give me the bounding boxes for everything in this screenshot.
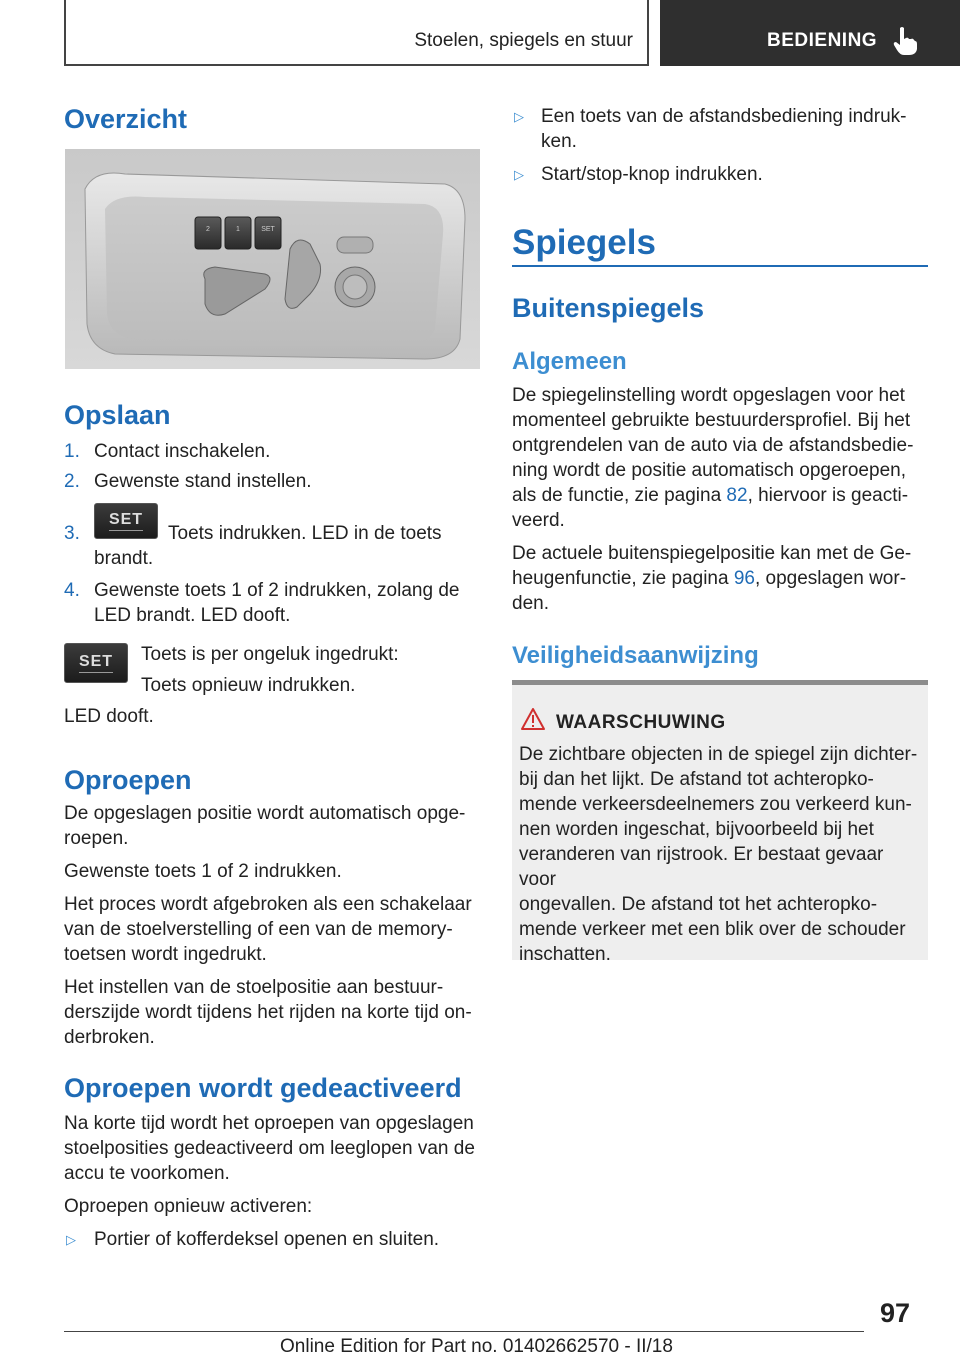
bullet-2-line-1: Een toets van de afstandsbediening indruk- <box>541 106 907 127</box>
note-line-3: LED dooft. <box>64 706 154 727</box>
note-line-1: Toets is per ongeluk ingedrukt: <box>141 644 399 665</box>
set-button-label: SET <box>109 511 143 531</box>
section-tab <box>660 0 960 66</box>
step-4-number: 4. <box>64 580 80 601</box>
recall-p2: Gewenste toets 1 of 2 indrukken. <box>64 861 342 882</box>
warning-line-6: ongevallen. De afstand tot het achteropko- <box>519 894 878 915</box>
warning-line-8: inschatten. <box>519 944 611 965</box>
page-link-96[interactable]: 96 <box>733 568 755 589</box>
warning-body <box>519 742 924 967</box>
warning-title: WAARSCHUWING <box>556 712 726 733</box>
step-3-text: Toets indrukken. LED in de toets <box>168 523 442 544</box>
deact-p1-line-2: stoelposities gedeactiveerd om leeglopen van de <box>64 1138 475 1159</box>
deact-p1-line-3: accu te voorkomen. <box>64 1163 230 1184</box>
general-line-6: veerd. <box>512 510 565 531</box>
step-1-text: Contact inschakelen. <box>94 441 271 462</box>
recall-p3-line-1: Het proces wordt afgebroken als een schakelaar <box>64 894 472 915</box>
recall-p3-line-3: toetsen wordt ingedrukt. <box>64 944 267 965</box>
warning-triangle-icon <box>520 707 546 731</box>
seat-memory-photo <box>65 149 480 369</box>
safety-heading: Veiligheidsaanwijzing <box>512 642 759 669</box>
pointing-hand-icon <box>892 26 918 56</box>
overview-heading: Overzicht <box>64 104 188 134</box>
mirrors-heading: Spiegels <box>512 223 656 262</box>
general-line-3: ontgrendelen van de auto via de afstandsbedie- <box>512 435 914 456</box>
warning-line-4: nen worden ingeschat, bijvoorbeeld bij het <box>519 819 874 840</box>
general-line-4: ning wordt de positie automatisch opgeroepen, <box>512 460 906 481</box>
general-heading: Algemeen <box>512 348 627 375</box>
step-2-number: 2. <box>64 471 80 492</box>
footer-rule <box>64 1331 864 1332</box>
memory-button-1-label: 1 <box>236 226 240 233</box>
warning-box <box>512 680 928 965</box>
recall-p3-line-2: van de stoelverstelling of een van de memory- <box>64 919 453 940</box>
recall-heading: Oproepen <box>64 765 192 795</box>
mirrors-heading-rule <box>512 265 928 267</box>
current-line-2 <box>512 566 906 591</box>
memory-button-set-label: SET <box>261 226 275 233</box>
page-number: 97 <box>880 1298 911 1328</box>
set-button-note-icon <box>64 643 128 683</box>
bullet-1-text: Portier of kofferdeksel openen en sluiten. <box>94 1229 440 1250</box>
warning-line-3: mende verkeersdeelnemers zou verkeerd kun- <box>519 794 912 815</box>
step-3-continuation: brandt. <box>94 548 154 569</box>
step-2-text: Gewenste stand instellen. <box>94 471 312 492</box>
set-button-icon <box>94 503 158 539</box>
header-frame <box>64 0 649 66</box>
warning-line-2: bij dan het lijkt. De afstand tot achteropko- <box>519 769 874 790</box>
section-title: BEDIENING <box>767 30 878 51</box>
chapter-title: Stoelen, spiegels en stuur <box>414 30 633 51</box>
general-line-1: De spiegelinstelling wordt opgeslagen voor het <box>512 385 905 406</box>
current-line-1: De actuele buitenspiegelpositie kan met de Ge- <box>512 543 912 564</box>
current-line-3: den. <box>512 593 549 614</box>
bullet-marker: ▷ <box>66 1232 76 1247</box>
deact-p1-line-1: Na korte tijd wordt het oproepen van opgeslagen <box>64 1113 474 1134</box>
bullet-marker: ▷ <box>514 167 524 182</box>
bullet-marker: ▷ <box>514 109 524 124</box>
deactivated-heading: Oproepen wordt gedeactiveerd <box>64 1073 462 1103</box>
bullet-3-text: Start/stop-knop indrukken. <box>541 164 763 185</box>
warning-line-7: mende verkeer met een blik over de schouder <box>519 919 906 940</box>
step-3-number: 3. <box>64 523 80 544</box>
footer-edition: Online Edition for Part no. 01402662570 - II/18 <box>280 1336 673 1357</box>
recall-p4-line-2: derszijde wordt tijdens het rijden na korte tijd on- <box>64 1002 472 1023</box>
general-line-2: momenteel gebruikte bestuurdersprofiel. Bij het <box>512 410 911 431</box>
warning-line-5: veranderen van rijstrook. Er bestaat gevaar voor <box>519 844 884 890</box>
warning-line-1: De zichtbare objecten in de spiegel zijn dichter- <box>519 744 918 765</box>
step-4-text: Gewenste toets 1 of 2 indrukken, zolang de <box>94 580 460 601</box>
recall-p4-line-3: derbroken. <box>64 1027 155 1048</box>
current-line-2-pre: heugenfunctie, zie pagina <box>512 568 734 589</box>
set-button-note-label: SET <box>79 653 113 673</box>
general-line-5-post: , hiervoor is geacti- <box>747 485 909 506</box>
recall-p1-line-1: De opgeslagen positie wordt automatisch opge- <box>64 803 466 824</box>
deact-p2: Oproepen opnieuw activeren: <box>64 1196 313 1217</box>
save-heading: Opslaan <box>64 400 171 430</box>
general-line-5-pre: als de functie, zie pagina <box>512 485 727 506</box>
page-link-82[interactable]: 82 <box>726 485 748 506</box>
outside-mirrors-heading: Buitenspiegels <box>512 293 705 323</box>
recall-p4-line-1: Het instellen van de stoelpositie aan bestuur- <box>64 977 444 998</box>
bullet-2-line-2: ken. <box>541 131 577 152</box>
recall-p1-line-2: roepen. <box>64 828 129 849</box>
step-4-continuation: LED brandt. LED dooft. <box>94 605 291 626</box>
current-line-2-post: , opgeslagen wor- <box>754 568 907 589</box>
note-line-2: Toets opnieuw indrukken. <box>141 675 356 696</box>
memory-button-2-label: 2 <box>206 226 210 233</box>
step-1-number: 1. <box>64 441 80 462</box>
general-line-5 <box>512 483 908 508</box>
